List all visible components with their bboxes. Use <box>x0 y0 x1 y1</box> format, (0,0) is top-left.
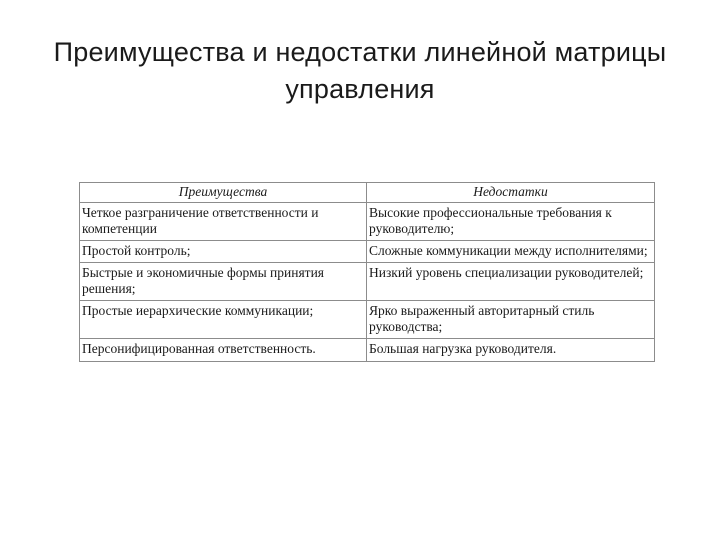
disadvantage-cell: Низкий уровень специализации руководителей; <box>367 263 655 301</box>
table-row <box>80 241 655 263</box>
disadvantage-cell: Большая нагрузка руководителя. <box>367 339 655 362</box>
table-row <box>80 203 655 241</box>
advantage-cell: Простые иерархические коммуникации; <box>80 301 367 339</box>
header-disadvantages: Недостатки <box>367 183 655 203</box>
table-row <box>80 339 655 362</box>
table-row <box>80 263 655 301</box>
disadvantage-cell: Сложные коммуникации между исполнителями; <box>367 241 655 263</box>
comparison-table-container <box>79 182 654 362</box>
table-header-row <box>80 183 655 203</box>
advantage-cell: Быстрые и экономичные формы принятия решения; <box>80 263 367 301</box>
slide-title: Преимущества и недостатки линейной матрицы управления <box>53 37 667 104</box>
header-advantages: Преимущества <box>80 183 367 203</box>
disadvantage-cell: Высокие профессиональные требования к руководителю; <box>367 203 655 241</box>
disadvantage-cell: Ярко выраженный авторитарный стиль руководства; <box>367 301 655 339</box>
table-row <box>80 301 655 339</box>
advantage-cell: Четкое разграничение ответственности и компетенции <box>80 203 367 241</box>
advantage-cell: Простой контроль; <box>80 241 367 263</box>
advantage-cell: Персонифицированная ответственность. <box>80 339 367 362</box>
comparison-table <box>79 182 655 362</box>
